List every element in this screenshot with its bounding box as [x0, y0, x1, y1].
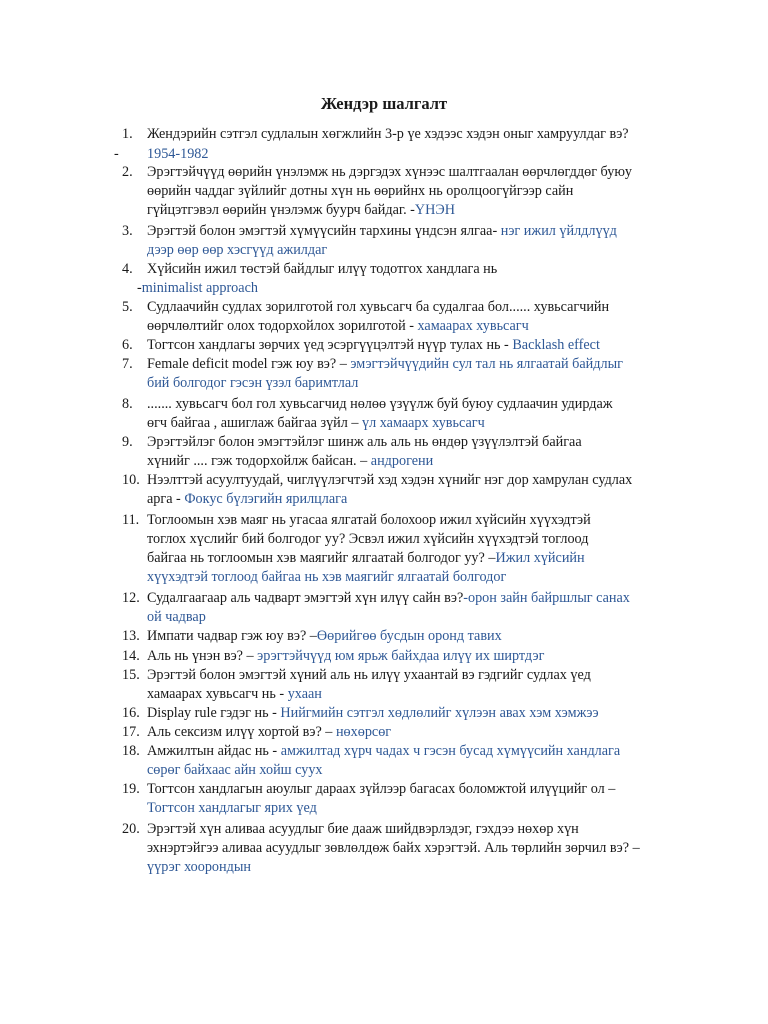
question-number: 4. [122, 261, 133, 277]
answer-text: дээр өөр өөр хэсгүүд ажилдаг [147, 242, 328, 258]
question-number: 9. [122, 434, 133, 450]
answer-text: Өөрийгөө бусдын оронд тавих [316, 628, 502, 644]
question-text: хүнийг .... гэж тодорхойлж байсан. – [147, 453, 371, 469]
answer-text: minimalist approach [141, 280, 258, 296]
question-text: Хүйсийн ижил төстэй байдлыг илүү тодотгох хандлага нь [147, 261, 498, 277]
answer-text: хамаарах хувьсагч [417, 318, 529, 334]
question-text: гүйцэтгэвэл өөрийн үнэлэмж буурч байдаг. - [147, 202, 415, 218]
answer-text: үл хамаарх хувьсагч [362, 415, 485, 431]
answer-text: андрогени [370, 453, 434, 469]
question-line [147, 589, 630, 608]
answer-text: ой чадвар [147, 609, 206, 625]
question-line [147, 241, 327, 260]
answer-text: үүрэг хоорондын [147, 859, 251, 875]
question-line [147, 723, 391, 742]
question-line [147, 799, 317, 818]
question-line [147, 414, 485, 433]
question-number: 16. [122, 705, 140, 721]
question-text: Тогтсон хандлагы зөрчих үед эсэргүүцэлтэй нүүр тулах нь - [147, 337, 513, 353]
question-line [147, 608, 206, 627]
question-line [147, 471, 632, 490]
question-line [147, 761, 323, 780]
question-number: 10. [122, 472, 140, 488]
question-line [147, 511, 591, 530]
question-number: 14. [122, 648, 140, 664]
question-text: Тоглоомын хэв маяг нь угасаа ялгатай болохоор ижил хүйсийн хүүхэдтэй [147, 512, 591, 528]
question-text: Жендэрийн сэтгэл судлалын хөгжлийн 3-р үе хэдээс хэдэн оныг хамруулдаг вэ? [147, 126, 629, 142]
question-line [147, 704, 599, 723]
answer-text: Фокус бүлэгийн ярилцлага [184, 491, 348, 507]
answer-text: Backlash effect [512, 337, 600, 353]
question-line [147, 145, 208, 164]
question-text: Амжилтын айдас нь - [147, 743, 281, 759]
question-number: 12. [122, 590, 140, 606]
answer-text: 1954-1982 [147, 146, 209, 162]
question-text: Аль сексизм илүү хортой вэ? – [147, 724, 336, 740]
question-line [147, 858, 251, 877]
question-line [147, 433, 582, 452]
question-line [147, 374, 358, 393]
question-text: арга - [147, 491, 185, 507]
question-line [147, 742, 620, 761]
question-line [147, 627, 502, 646]
document-title: Жендэр шалгалт [320, 94, 448, 113]
question-text: Нээлттэй асуултуудай, чиглүүлэгчтэй хэд хэдэн хүнийг нэг дор хамрулан судлах [147, 472, 633, 488]
question-number: 11. [122, 512, 140, 528]
question-line [147, 260, 497, 279]
question-text: өгч байгаа , ашиглаж байгаа зүйл – [147, 415, 363, 431]
question-line [147, 452, 433, 471]
question-line [147, 685, 322, 704]
question-text: Эрэгтэйлэг болон эмэгтэйлэг шинж аль аль нь өндөр үзүүлэлтэй байгаа [147, 434, 582, 450]
question-number: 1. [122, 126, 133, 142]
answer-text: сөрөг байхаас айн хойш суух [147, 762, 323, 778]
question-text: Аль нь үнэн вэ? – [147, 648, 258, 664]
answer-line [137, 279, 258, 298]
question-number: 7. [122, 356, 133, 372]
question-text: Эрэгтэй болон эмэгтэй хүмүүсийн тархины үндсэн ялгаа- [147, 223, 501, 239]
question-line [147, 549, 585, 568]
question-text: Эрэгтэй болон эмэгтэй хүний аль нь илүү ухаантай вэ гэдгийг судлах үед [147, 667, 591, 683]
question-line [147, 336, 600, 355]
question-number: 17. [122, 724, 140, 740]
question-text: Эрэгтэй хүн аливаа асуудлыг бие дааж шийдвэрлэдэг, гэхдээ нөхөр хүн [147, 821, 579, 837]
question-line [147, 201, 455, 220]
question-number: 5. [122, 299, 133, 315]
question-line [147, 666, 591, 685]
question-line [147, 125, 629, 144]
question-line [147, 355, 623, 374]
answer-text: нэг ижил үйлдлүүд [500, 223, 617, 239]
question-number: 2. [122, 164, 133, 180]
question-text: Female deficit model гэж юу вэ? – [147, 356, 351, 372]
question-text: ....... хувьсагч бол гол хувьсагчид нөлөө үзүүлж буй буюу судлаачин удирдаж [147, 396, 613, 412]
question-text: тоглох хүслийг бий болгодог уу? Эсвэл ижил хүйсийн хүүхэдтэй тоглоод [147, 531, 589, 547]
question-text: хамаарах хувьсагч нь - [147, 686, 288, 702]
answer-text: Тогтсон хандлагыг ярих үед [147, 800, 317, 816]
question-line [147, 222, 617, 241]
question-line [147, 490, 347, 509]
question-number: 3. [122, 223, 133, 239]
answer-text: хүүхэдтэй тоглоод байгаа нь хэв маягийг ялгаатай болгодог [147, 569, 507, 585]
answer-text: ҮНЭН [414, 202, 456, 218]
answer-text: Ижил хүйсийн [495, 550, 585, 566]
question-line [147, 568, 506, 587]
answer-text: эрэгтэйчүүд юм ярьж байхдаа илүү их ширтдэг [257, 648, 545, 664]
answer-text: ухаан [287, 686, 322, 702]
question-line [147, 298, 609, 317]
question-line [147, 820, 579, 839]
question-line [147, 163, 632, 182]
question-line [147, 182, 573, 201]
question-text: Судалгаагаар аль чадварт эмэгтэй хүн илүү сайн вэ? [147, 590, 464, 606]
question-number: 19. [122, 781, 140, 797]
question-text: Судлаачийн судлах зорилготой гол хувьсагч ба судалгаа бол...... хувьсагчийн [147, 299, 610, 315]
question-number: 20. [122, 821, 140, 837]
answer-text: эмэгтэйчүүдийн сул тал нь ялгаатай байдлыг [350, 356, 623, 372]
question-text: Display rule гэдэг нь - [147, 705, 281, 721]
question-number: 8. [122, 396, 133, 412]
question-text: Эрэгтэйчүүд өөрийн үнэлэмж нь дэргэдэх хүнээс шалтгаалан өөрчлөгддөг буюу [147, 164, 633, 180]
answer-text: бий болгодог гэсэн үзэл баримтлал [147, 375, 359, 391]
question-text: байгаа нь тоглоомын хэв маягийг ялгаатай болгодог уу? – [147, 550, 496, 566]
question-text: Тогтсон хандлагын аюулыг дараах зүйлээр багасах боломжтой илүүцийг ол – [147, 781, 616, 797]
list-dash: - [114, 146, 119, 162]
question-line [147, 780, 615, 799]
question-number: 15. [122, 667, 140, 683]
question-text: эхнэртэйгээ аливаа асуудлыг зөвлөлдөж байх хэрэгтэй. Аль төрлийн зөрчил вэ? – [147, 840, 640, 856]
question-number: 13. [122, 628, 140, 644]
question-line [147, 530, 588, 549]
answer-dash: - [137, 280, 142, 296]
question-text: өөрчлөлтийг олох тодорхойлох зорилготой - [147, 318, 418, 334]
question-number: 18. [122, 743, 140, 759]
answer-text: нөхөрсөг [335, 724, 392, 740]
question-text: Импати чадвар гэж юу вэ? – [147, 628, 317, 644]
question-line [147, 317, 529, 336]
question-number: 6. [122, 337, 133, 353]
question-line [147, 839, 640, 858]
question-text: өөрийн чаддаг зүйлийг дотны хүн нь өөрийнх нь оролцоогүйгээр сайн [147, 183, 574, 199]
question-line [147, 395, 613, 414]
answer-text: -орон зайн байршлыг санах [463, 590, 630, 606]
answer-text: Нийгмийн сэтгэл хөдлөлийг хүлээн авах хэм хэмжээ [280, 705, 599, 721]
answer-text: амжилтад хүрч чадах ч гэсэн бусад хүмүүсийн хандлага [280, 743, 621, 759]
question-line [147, 647, 544, 666]
